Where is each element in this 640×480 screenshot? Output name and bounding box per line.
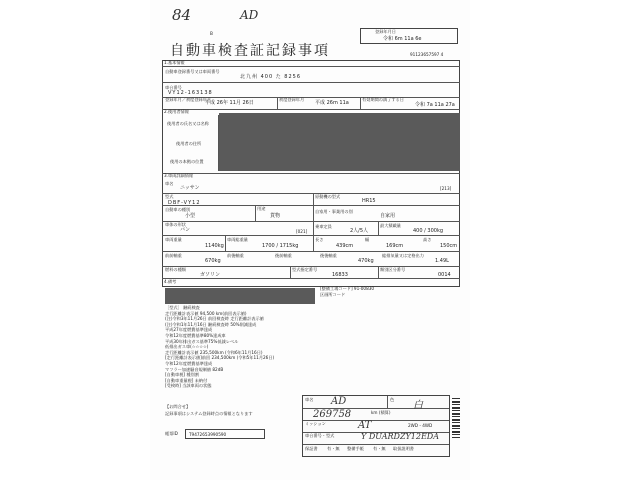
tag-manual-label: 整備手帳 — [347, 446, 364, 451]
capacity-value: 2人/5人 — [350, 228, 369, 234]
shape-code: [021] — [296, 229, 308, 234]
first-reg-label: 登録年月／初度登録年月 — [165, 97, 212, 102]
registration-date-box — [360, 28, 458, 44]
height-value: 150cm — [440, 243, 458, 249]
plate-value: 北九州 400 た 8256 — [240, 74, 302, 80]
tag-name-handwritten: AD — [331, 396, 347, 407]
rear-front-axle-label: 後前軸重 — [275, 253, 292, 258]
remark-line: 平成27年度燃費基準達成 — [165, 327, 213, 333]
maker-code: [213] — [440, 186, 452, 191]
gross-value: 1700 / 1715kg — [262, 243, 299, 249]
category-label: 類別区分番号 — [380, 267, 406, 272]
use-value: 貨物 — [270, 213, 281, 219]
category-value: 0014 — [438, 272, 451, 278]
use-label: 用途 — [257, 206, 266, 211]
expiry-value: 令和 7a 11a 27a — [415, 102, 455, 108]
fuel-value: ガソリン — [200, 272, 221, 278]
type-value: 小型 — [185, 213, 196, 219]
expiry-label: 有効期間の満了する日 — [362, 97, 404, 102]
chassis-value: VY12-163138 — [168, 90, 213, 96]
redacted-remarks — [165, 288, 315, 304]
width-label: 幅 — [365, 237, 370, 242]
remark-line: 低排出ガス車(☆☆☆☆) — [165, 344, 209, 350]
tag-warranty-choice: 有・無 — [327, 446, 340, 451]
length-value: 439cm — [336, 243, 354, 249]
shape-label: 車体の形状 — [165, 222, 186, 227]
date2-value: 平成 26m 11a — [315, 100, 349, 106]
remark-line: 令和12年度燃費基準達成 — [165, 361, 213, 366]
use2-value: 自家用 — [380, 213, 396, 219]
tag-chassis-label: 車台番号・型式 — [305, 433, 335, 438]
registration-date-value: 令和 6m 11a 6e — [383, 36, 422, 42]
tag-mission-handwritten: AT — [358, 420, 372, 431]
section-vehicle-heading: 3.車両詳細情報 — [164, 173, 194, 178]
type-label: 自動車の種別 — [165, 207, 191, 212]
plate-label: 自動車登録番号又は車両番号 — [165, 69, 220, 74]
rear-rear-axle-value: 470kg — [358, 258, 374, 264]
vehicle-tag — [302, 395, 450, 457]
user-base-label: 使用の本拠の位置 — [170, 159, 204, 164]
remark-line: [走行距離計表示値]前回 234,500km (令和5年11月26日) — [165, 355, 275, 361]
workshop-code-sub: 区画所コード — [320, 292, 346, 297]
payload-value: 400 / 300kg — [413, 228, 444, 234]
tag-mission-label: ミッション — [305, 421, 326, 426]
remark-line: (注)令和3年11月26日 前回検査時 走行距離計表示値 — [165, 316, 264, 322]
form-id-label: 帳票ID — [165, 431, 178, 436]
redacted-user-info — [219, 113, 460, 171]
model-label: 型式 — [165, 194, 174, 199]
tag-drive-value: 2WD・4WD — [408, 423, 433, 428]
inquiry-label: 【お問合せ】 — [165, 404, 191, 409]
first-reg-value: 平成 26年 11月 26日 — [205, 100, 254, 106]
tag-color-label: 色 — [390, 397, 395, 402]
remark-line: 走行距離計表示値 235,500km (令和6年11月16日) — [165, 349, 263, 355]
user-address-label: 使用者の住所 — [176, 141, 202, 146]
designation-label: 型式指定番号 — [292, 267, 318, 272]
chassis-label: 車台番号 — [165, 85, 182, 90]
form-id-value: T9472653990590 — [189, 432, 227, 437]
remark-line: 走行距離計表示値 94,500 km(前回表示値) — [165, 310, 247, 316]
displacement-label: 総排気量又は定格出力 — [382, 253, 424, 258]
barcode — [452, 398, 460, 438]
width-value: 169cm — [386, 243, 404, 249]
model-value: DBF-VY12 — [168, 200, 201, 206]
maker-value: ニッサン — [180, 185, 200, 191]
tag-manual-choice: 有・無 — [373, 446, 386, 451]
payload-label: 最大積載量 — [380, 223, 401, 228]
weight-label: 車両重量 — [165, 237, 182, 242]
workshop-code: [整備工場コード] 91-00830 — [320, 286, 375, 291]
title-mark: B — [210, 31, 213, 36]
handwritten-grade: AD — [240, 8, 259, 22]
tag-warranty-label: 保証書 — [305, 446, 318, 451]
tag-km-handwritten: 269758 — [313, 409, 352, 420]
document-title: 自動車検査証記録事項 — [170, 43, 330, 59]
displacement-value: 1.49L — [435, 258, 449, 264]
maker-label: 車名 — [165, 181, 174, 186]
tag-km-label: km (積算) — [371, 410, 391, 415]
handwritten-number: 84 — [172, 6, 192, 24]
date2-label: 初度登録年月 — [279, 97, 305, 102]
height-label: 高さ — [423, 237, 432, 242]
front-rear-axle-label: 前後軸重 — [227, 253, 244, 258]
remark-line: [受検時] 当該車両の状態 — [165, 383, 212, 389]
remark-line: 平成30年排出ガス基準75%低減レベル — [165, 338, 239, 344]
registration-date-label: 登録年月日 — [375, 29, 396, 34]
tag-color-handwritten: 白 — [413, 400, 423, 411]
remark-line: [自動車税] 種別割 — [165, 372, 199, 378]
remark-line: [自動車重量税] 未納付 — [165, 377, 208, 383]
front-front-axle-label: 前前軸重 — [165, 253, 182, 258]
inquiry-text: 記録事項はシステム登録時点の情報となります — [165, 411, 253, 416]
capacity-label: 乗車定員 — [315, 224, 332, 229]
engine-label: 原動機の型式 — [315, 194, 341, 199]
rear-rear-axle-label: 後後軸重 — [320, 253, 337, 258]
fuel-label: 燃料の種類 — [165, 267, 186, 272]
engine-value: HR15 — [362, 198, 376, 204]
tag-instructions-label: 取扱説明書 — [393, 446, 414, 451]
section-basic-heading: 1.基本情報 — [164, 60, 185, 65]
remark-line: マフラー加速騒音規制値 82dB — [165, 366, 224, 372]
gross-label: 車両総重量 — [227, 237, 248, 242]
tag-chassis-handwritten: Y DUARDZY12EDA — [361, 432, 439, 441]
section-user-heading: 2.使用者情報 — [164, 109, 189, 114]
designation-value: 16833 — [332, 272, 348, 278]
tag-name-label: 車名 — [305, 397, 314, 402]
remark-line: (注)令和1年11月16日 継続検査時 50%削減達成 — [165, 321, 257, 327]
remark-line: ［型式］ 継続検査 — [165, 305, 200, 310]
use2-label: 自家用・事業用の別 — [315, 209, 353, 214]
shape-value: バン — [180, 227, 191, 233]
remark-line: 令和12年度燃費基準80%達成車 — [165, 333, 226, 338]
section-remarks-heading: 4.備考 — [164, 279, 177, 284]
document-number: 91123657597 4 — [410, 52, 444, 57]
user-name-label: 使用者の氏名又は名称 — [167, 121, 209, 126]
length-label: 長さ — [315, 237, 324, 242]
weight-value: 1140kg — [205, 243, 224, 249]
front-front-axle-value: 670kg — [205, 258, 221, 264]
